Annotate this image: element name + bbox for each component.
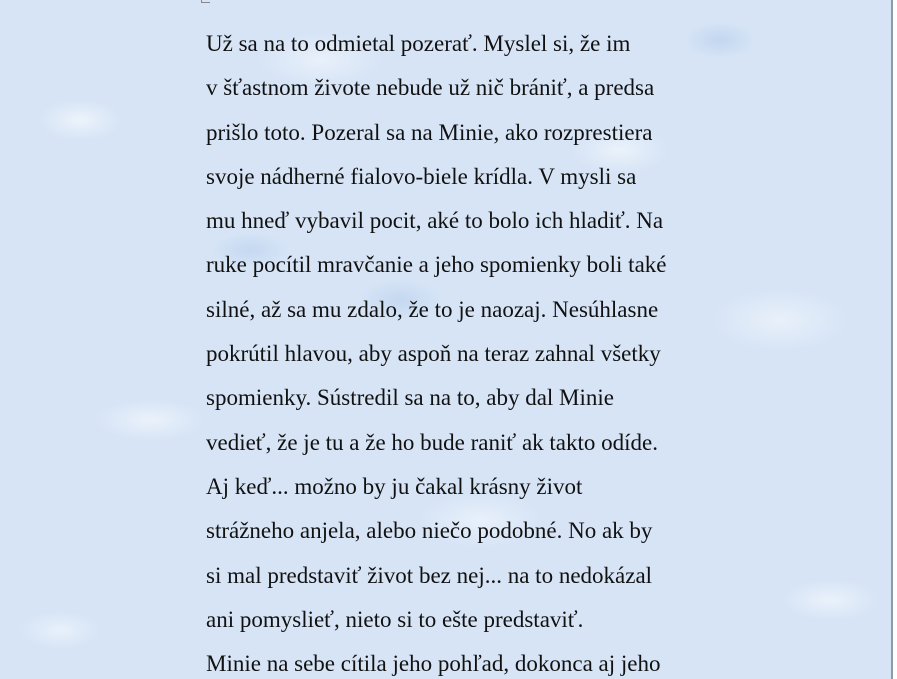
text-line: Už sa na to odmietal pozerať. Myslel si, že im [206,31,631,56]
text-boundary-mark [201,0,210,3]
text-line: si mal predstaviť život bez nej... na to nedokázal [206,562,653,588]
text-line: vedieť, že je tu a že ho bude raniť ak takto odíde. [206,429,659,455]
page-margin [893,0,897,679]
text-line: Minie na sebe cítila jeho pohľad, dokonca aj jeho [206,651,661,677]
text-line: silné, až sa mu zdalo, že to je naozaj. Nesúhlasne [206,296,659,322]
text-line: pokrútil hlavou, aby aspoň na teraz zahnal všetky [206,341,661,367]
text-line: strážneho anjela, alebo niečo podobné. No ak by [206,518,653,544]
text-line: ani pomyslieť, nieto si to ešte predstaviť. [206,606,584,632]
text-line: mu hneď vybavil pocit, aké to bolo ich hladiť. Na [206,208,664,234]
text-line: ruke pocítil mravčanie a jeho spomienky boli také [206,252,667,278]
document-text[interactable] [206,22,806,679]
text-line: prišlo toto. Pozeral sa na Minie, ako rozprestiera [206,119,653,145]
text-line: Aj keď... možno by ju čakal krásny život [206,473,583,499]
text-line: svoje nádherné fialovo-biele krídla. V mysli sa [206,163,637,189]
text-line: v šťastnom živote nebude už nič brániť, a predsa [206,75,655,101]
text-line: spomienky. Sústredil sa na to, aby dal Minie [206,385,614,411]
